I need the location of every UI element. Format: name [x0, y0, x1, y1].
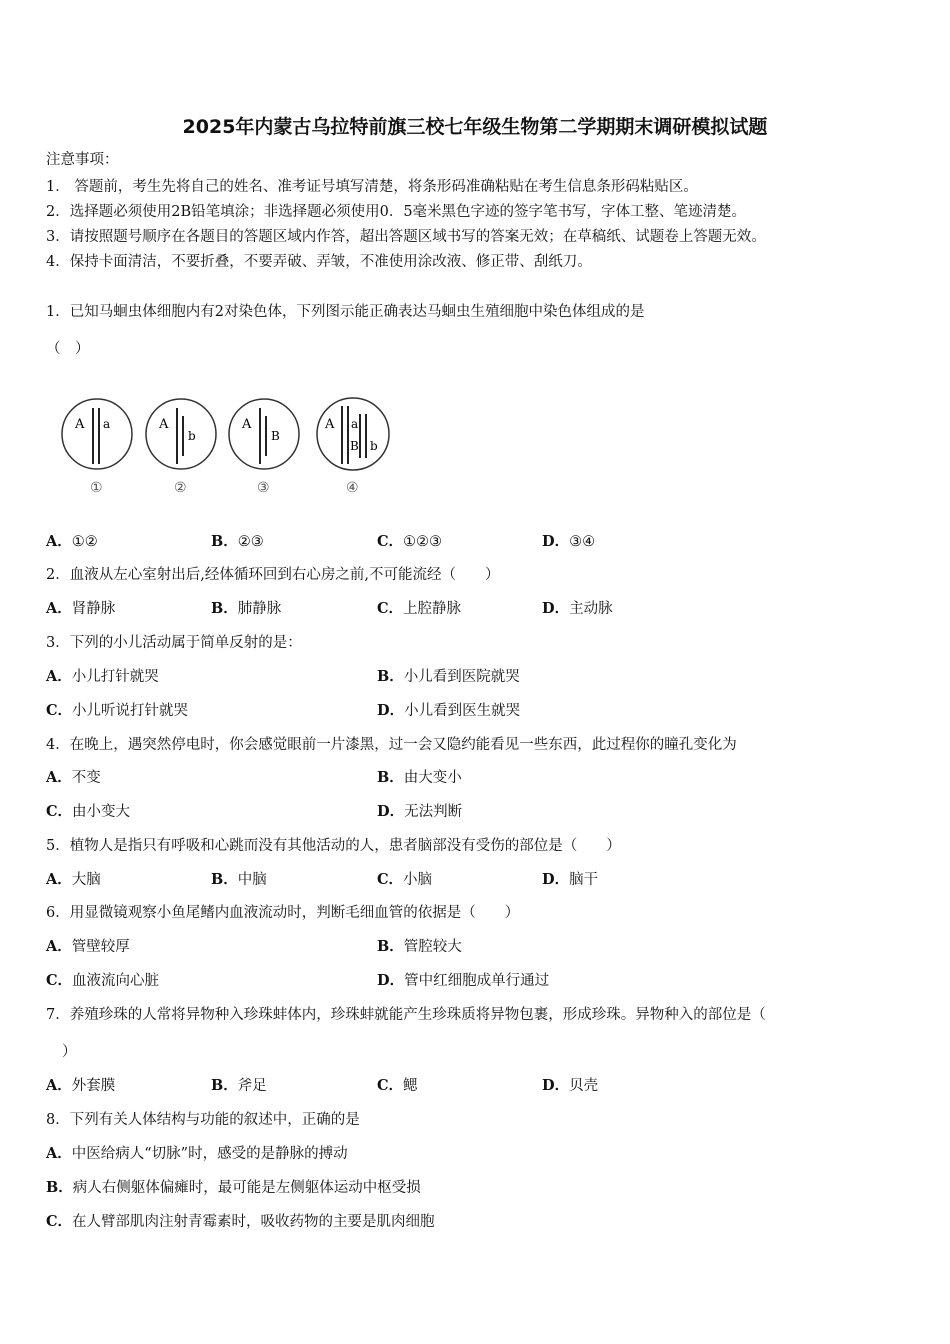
cell-1-caption: ① [90, 480, 103, 496]
notice-item-4: 4．保持卡面清洁，不要折叠，不要弄破、弄皱，不准使用涂改液、修正带、刮纸刀。 [46, 254, 592, 270]
question-7-option-b: B．斧足 [211, 1077, 267, 1094]
question-3-stem: 3．下列的小儿活动属于简单反射的是： [46, 635, 302, 651]
notice-item-2: 2．选择题必须使用2B铅笔填涂；非选择题必须使用0．5毫米黑色字迹的签字笔书写，字体工整、笔迹清楚。 [46, 204, 747, 220]
cell-1-label-1: A [75, 417, 85, 432]
question-1-option-a: A．①② [46, 533, 98, 550]
cell-3 [229, 399, 299, 496]
cell-2 [146, 399, 216, 496]
cell-4 [317, 398, 389, 496]
question-4-option-a: A．不变 [46, 769, 101, 786]
cell-2-label-1: A [159, 417, 169, 432]
question-2-stem: 2．血液从左心室射出后,经体循环回到右心房之前,不可能流经（ ） [46, 567, 500, 583]
question-2-option-a: A．肾静脉 [46, 600, 116, 617]
page-title: 2025年内蒙古乌拉特前旗三校七年级生物第二学期期末调研模拟试题 [182, 116, 768, 138]
question-5-stem: 5．植物人是指只有呼吸和心跳而没有其他活动的人，患者脑部没有受伤的部位是（ ） [46, 838, 621, 854]
question-3-option-c: C．小儿听说打针就哭 [46, 702, 189, 719]
question-6-stem: 6．用显微镜观察小鱼尾鳍内血液流动时，判断毛细血管的依据是（ ） [46, 905, 520, 921]
question-5-option-a: A．大脑 [46, 871, 101, 888]
cell-4-caption: ④ [346, 480, 359, 496]
question-1-stem-bracket: （ ） [46, 341, 90, 357]
cell-4-label-1: A [325, 417, 335, 432]
cell-3-label-1: A [242, 417, 252, 432]
cell-4-label-2: a [351, 417, 359, 431]
question-3-option-a: A．小儿打针就哭 [46, 668, 159, 685]
question-7-option-a: A．外套膜 [46, 1077, 116, 1094]
question-1-stem: 1．已知马蛔虫体细胞内有2对染色体，下列图示能正确表达马蛔虫生殖细胞中染色体组成的是 [46, 304, 645, 320]
question-1-option-d: D．③④ [542, 533, 596, 550]
question-7-option-c: C．鳃 [377, 1077, 418, 1094]
question-2-option-c: C．上腔静脉 [377, 600, 462, 617]
question-3-option-d: D．小儿看到医生就哭 [377, 702, 521, 719]
question-5-option-d: D．脑干 [542, 871, 599, 888]
notice-item-1: 1． 答题前，考生先将自己的姓名、准考证号填写清楚，将条形码准确粘贴在考生信息条形码粘贴区。 [46, 179, 698, 195]
question-7-option-d: D．贝壳 [542, 1077, 599, 1094]
question-2-option-b: B．肺静脉 [211, 600, 282, 617]
question-8-stem: 8．下列有关人体结构与功能的叙述中，正确的是 [46, 1112, 360, 1128]
chromosome-figure [60, 392, 420, 502]
question-3-option-b: B．小儿看到医院就哭 [377, 668, 520, 685]
question-4-option-d: D．无法判断 [377, 803, 463, 820]
question-5-option-b: B．中脑 [211, 871, 267, 888]
question-8-option-b: B．病人右侧躯体偏瘫时，最可能是左侧躯体运动中枢受损 [46, 1179, 421, 1196]
cell-4-label-4: b [370, 439, 378, 453]
question-8-option-c: C．在人臂部肌肉注射青霉素时，吸收药物的主要是肌肉细胞 [46, 1213, 435, 1230]
question-4-option-c: C．由小变大 [46, 803, 131, 820]
cell-4-label-3: B [350, 439, 359, 453]
question-2-option-d: D．主动脉 [542, 600, 613, 617]
question-7-stem: 7．养殖珍珠的人常将异物种入珍珠蚌体内，珍珠蚌就能产生珍珠质将异物包裹，形成珍珠。异物种入的部位是（ [46, 1007, 766, 1023]
cell-3-caption: ③ [257, 480, 270, 496]
question-4-stem: 4．在晚上，遇突然停电时，你会感觉眼前一片漆黑，过一会又隐约能看见一些东西，此过程你的瞳孔变化为 [46, 737, 737, 753]
question-6-option-a: A．管壁较厚 [46, 938, 130, 955]
question-8-option-a: A．中医给病人“切脉”时，感受的是静脉的搏动 [46, 1145, 348, 1162]
question-4-option-b: B．由大变小 [377, 769, 462, 786]
question-6-option-d: D．管中红细胞成单行通过 [377, 972, 550, 989]
cell-3-label-2: B [271, 429, 280, 443]
question-1-option-b: B．②③ [211, 533, 264, 550]
question-7-stem-bracket: ） [62, 1044, 77, 1060]
cell-2-label-2: b [188, 429, 196, 443]
question-6-option-b: B．管腔较大 [377, 938, 462, 955]
notice-heading: 注意事项： [46, 152, 119, 168]
notice-item-3: 3．请按照题号顺序在各题目的答题区域内作答，超出答题区域书写的答案无效；在草稿纸、试题卷上答题无效。 [46, 229, 766, 245]
cell-1-label-2: a [103, 417, 111, 431]
cell-2-caption: ② [174, 480, 187, 496]
cell-1 [62, 399, 132, 496]
question-6-option-c: C．血液流向心脏 [46, 972, 160, 989]
question-1-option-c: C．①②③ [377, 533, 443, 550]
question-5-option-c: C．小脑 [377, 871, 433, 888]
